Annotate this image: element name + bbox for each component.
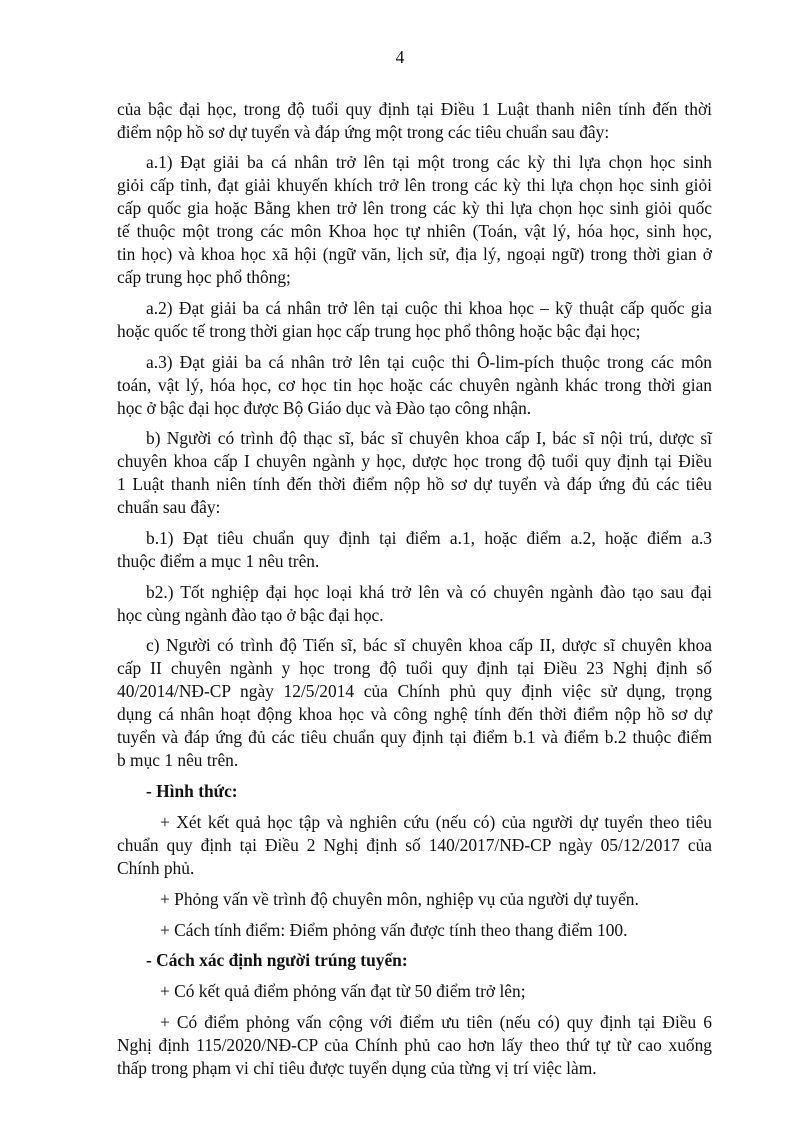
text-line: cấp quốc gia hoặc Bằng khen trở lên trong các kỳ thi lựa chọn học sinh giỏi quốc: [117, 198, 712, 218]
text-line: hoặc quốc tế trong thời gian học cấp trung học phổ thông hoặc bậc đại học;: [117, 321, 641, 341]
text-line: tế thuộc một trong các môn Khoa học tự nhiên (Toán, vật lý, hóa học, sinh học,: [117, 221, 712, 241]
text-line: cấp II chuyên ngành y học trong độ tuổi quy định tại Điều 23 Nghị định số: [117, 658, 712, 678]
text-line: học ở bậc đại học được Bộ Giáo dục và Đào tạo công nhận.: [117, 398, 532, 418]
text-line: toán, vật lý, hóa học, cơ học tin học hoặc các chuyên ngành khác trong thời gian: [117, 375, 712, 395]
text-line: Nghị định 115/2020/NĐ-CP của Chính phủ cao hơn lấy theo thứ tự từ cao xuống: [117, 1035, 712, 1055]
text-line: Chính phủ.: [117, 858, 195, 878]
text-line: + Có điểm phỏng vấn cộng với điểm ưu tiên (nếu có) quy định tại Điều 6: [160, 1012, 712, 1032]
text-line: 1 Luật thanh niên tính đến thời điểm nộp hồ sơ dự tuyển và đáp ứng đủ các tiêu: [117, 474, 712, 494]
text-line: của bậc đại học, trong độ tuổi quy định tại Điều 1 Luật thanh niên tính đến thời: [117, 99, 712, 119]
text-line: b mục 1 nêu trên.: [117, 750, 239, 770]
text-line: a.3) Đạt giải ba cá nhân trở lên tại cuộc thi Ô-lim-pích thuộc trong các môn: [146, 352, 712, 372]
text-line: a.2) Đạt giải ba cá nhân trở lên tại cuộc thi khoa học – kỹ thuật cấp quốc gia: [146, 298, 712, 318]
text-line: tin học) và khoa học xã hội (ngữ văn, lịch sử, địa lý, ngoại ngữ) trong thời gian ở: [117, 244, 712, 264]
text-line: cấp trung học phổ thông;: [117, 267, 291, 287]
section-heading-form: - Hình thức:: [146, 781, 238, 801]
text-line: c) Người có trình độ Tiến sĩ, bác sĩ chuyên khoa cấp II, dược sĩ chuyên khoa: [146, 635, 712, 655]
text-line: tuyển và đáp ứng đủ các tiêu chuẩn quy định tại điểm b.1 và điểm b.2 thuộc điểm: [117, 727, 712, 747]
text-line: chuẩn sau đây:: [117, 497, 221, 517]
text-line: 40/2014/NĐ-CP ngày 12/5/2014 của Chính phủ quy định việc sử dụng, trọng: [117, 681, 712, 701]
text-line: giỏi cấp tỉnh, đạt giải khuyến khích trở lên trong các kỳ thi lựa chọn học sinh giỏi: [117, 175, 712, 195]
text-line: chuẩn quy định tại Điều 2 Nghị định số 140/2017/NĐ-CP ngày 05/12/2017 của: [117, 835, 712, 855]
text-line: + Xét kết quả học tập và nghiên cứu (nếu có) của người dự tuyển theo tiêu: [160, 812, 712, 832]
text-line: b.1) Đạt tiêu chuẩn quy định tại điểm a.1, hoặc điểm a.2, hoặc điểm a.3: [146, 528, 712, 548]
text-line: thuộc điểm a mục 1 nêu trên.: [117, 551, 320, 571]
text-line: b) Người có trình độ thạc sĩ, bác sĩ chuyên khoa cấp I, bác sĩ nội trú, dược sĩ: [146, 428, 712, 448]
text-line: + Phỏng vấn về trình độ chuyên môn, nghiệp vụ của người dự tuyển.: [160, 889, 639, 909]
text-line: b2.) Tốt nghiệp đại học loại khá trở lên và có chuyên ngành đào tạo sau đại: [146, 582, 712, 602]
text-line: + Có kết quả điểm phỏng vấn đạt từ 50 điểm trở lên;: [160, 981, 526, 1001]
text-line: điểm nộp hồ sơ dự tuyển và đáp ứng một trong các tiêu chuẩn sau đây:: [117, 122, 610, 142]
text-line: + Cách tính điểm: Điểm phỏng vấn được tính theo thang điểm 100.: [160, 920, 628, 940]
text-line: học cùng ngành đào tạo ở bậc đại học.: [117, 605, 384, 625]
section-heading-selection: - Cách xác định người trúng tuyển:: [146, 950, 408, 970]
page-number: 4: [395, 47, 405, 67]
text-line: thấp trong phạm vi chỉ tiêu được tuyển dụng của từng vị trí việc làm.: [117, 1058, 597, 1078]
text-line: dụng cá nhân hoạt động khoa học và công nghệ tính đến thời điểm nộp hồ sơ dự: [117, 704, 712, 724]
text-line: chuyên khoa cấp I chuyên ngành y học, dược học trong độ tuổi quy định tại Điều: [117, 451, 712, 471]
text-line: a.1) Đạt giải ba cá nhân trở lên tại một trong các kỳ thi lựa chọn học sinh: [146, 152, 712, 172]
